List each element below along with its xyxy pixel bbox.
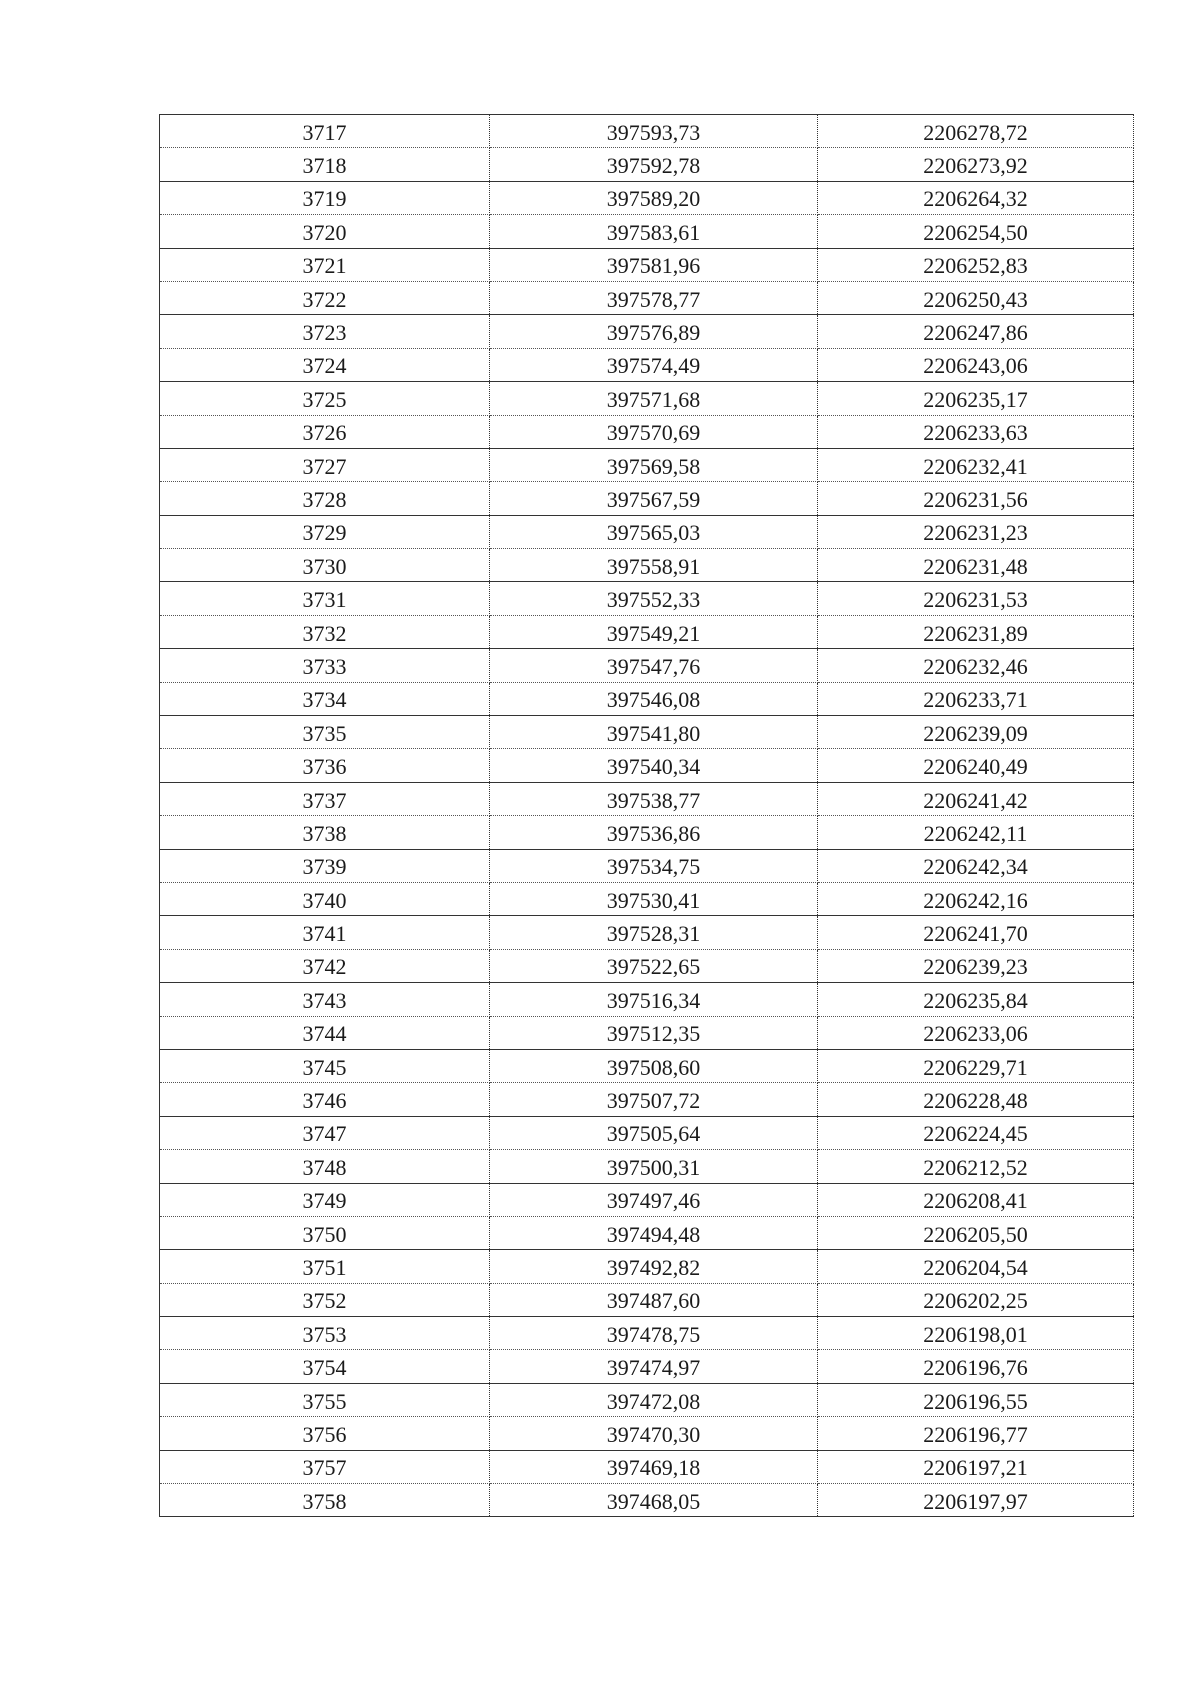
y-coordinate-cell: 2206252,83 (818, 248, 1134, 281)
y-coordinate-cell: 2206231,56 (818, 482, 1134, 515)
table-row (160, 1083, 1134, 1116)
table-row (160, 348, 1134, 381)
point-number-cell: 3736 (160, 749, 490, 782)
point-number-cell: 3728 (160, 482, 490, 515)
point-number-cell: 3743 (160, 983, 490, 1016)
x-coordinate-cell: 397592,78 (490, 148, 818, 181)
table-row (160, 281, 1134, 314)
table-row (160, 849, 1134, 882)
table-row (160, 1150, 1134, 1183)
x-coordinate-cell: 397583,61 (490, 215, 818, 248)
x-coordinate-cell: 397536,86 (490, 816, 818, 849)
x-coordinate-cell: 397469,18 (490, 1450, 818, 1483)
point-number-cell: 3731 (160, 582, 490, 615)
x-coordinate-cell: 397589,20 (490, 181, 818, 214)
x-coordinate-cell: 397505,64 (490, 1116, 818, 1149)
y-coordinate-cell: 2206231,89 (818, 615, 1134, 648)
y-coordinate-cell: 2206233,63 (818, 415, 1134, 448)
y-coordinate-cell: 2206232,46 (818, 649, 1134, 682)
x-coordinate-cell: 397565,03 (490, 515, 818, 548)
table-row (160, 716, 1134, 749)
x-coordinate-cell: 397576,89 (490, 315, 818, 348)
x-coordinate-cell: 397581,96 (490, 248, 818, 281)
table-row (160, 448, 1134, 481)
table-row (160, 816, 1134, 849)
point-number-cell: 3733 (160, 649, 490, 682)
point-number-cell: 3722 (160, 281, 490, 314)
x-coordinate-cell: 397541,80 (490, 716, 818, 749)
table-row (160, 916, 1134, 949)
table-row (160, 983, 1134, 1016)
x-coordinate-cell: 397474,97 (490, 1350, 818, 1383)
point-number-cell: 3747 (160, 1116, 490, 1149)
point-number-cell: 3750 (160, 1216, 490, 1249)
table-row (160, 949, 1134, 982)
point-number-cell: 3742 (160, 949, 490, 982)
point-number-cell: 3745 (160, 1049, 490, 1082)
table-row (160, 1450, 1134, 1483)
x-coordinate-cell: 397570,69 (490, 415, 818, 448)
table-row (160, 248, 1134, 281)
table-row (160, 1049, 1134, 1082)
x-coordinate-cell: 397470,30 (490, 1417, 818, 1450)
y-coordinate-cell: 2206235,17 (818, 382, 1134, 415)
point-number-cell: 3758 (160, 1484, 490, 1517)
y-coordinate-cell: 2206202,25 (818, 1283, 1134, 1316)
y-coordinate-cell: 2206242,11 (818, 816, 1134, 849)
point-number-cell: 3739 (160, 849, 490, 882)
x-coordinate-cell: 397497,46 (490, 1183, 818, 1216)
point-number-cell: 3740 (160, 882, 490, 915)
x-coordinate-cell: 397571,68 (490, 382, 818, 415)
y-coordinate-cell: 2206242,34 (818, 849, 1134, 882)
x-coordinate-cell: 397569,58 (490, 448, 818, 481)
y-coordinate-cell: 2206196,55 (818, 1383, 1134, 1416)
point-number-cell: 3751 (160, 1250, 490, 1283)
x-coordinate-cell: 397574,49 (490, 348, 818, 381)
point-number-cell: 3744 (160, 1016, 490, 1049)
table-row (160, 382, 1134, 415)
table-row (160, 782, 1134, 815)
x-coordinate-cell: 397528,31 (490, 916, 818, 949)
x-coordinate-cell: 397478,75 (490, 1317, 818, 1350)
x-coordinate-cell: 397512,35 (490, 1016, 818, 1049)
x-coordinate-cell: 397530,41 (490, 882, 818, 915)
y-coordinate-cell: 2206196,76 (818, 1350, 1134, 1383)
point-number-cell: 3746 (160, 1083, 490, 1116)
point-number-cell: 3718 (160, 148, 490, 181)
point-number-cell: 3741 (160, 916, 490, 949)
y-coordinate-cell: 2206254,50 (818, 215, 1134, 248)
x-coordinate-cell: 397578,77 (490, 281, 818, 314)
table-row (160, 682, 1134, 715)
y-coordinate-cell: 2206197,97 (818, 1484, 1134, 1517)
x-coordinate-cell: 397534,75 (490, 849, 818, 882)
y-coordinate-cell: 2206233,06 (818, 1016, 1134, 1049)
y-coordinate-cell: 2206208,41 (818, 1183, 1134, 1216)
y-coordinate-cell: 2206235,84 (818, 983, 1134, 1016)
point-number-cell: 3732 (160, 615, 490, 648)
y-coordinate-cell: 2206228,48 (818, 1083, 1134, 1116)
y-coordinate-cell: 2206273,92 (818, 148, 1134, 181)
point-number-cell: 3755 (160, 1383, 490, 1416)
x-coordinate-cell: 397492,82 (490, 1250, 818, 1283)
point-number-cell: 3717 (160, 115, 490, 148)
point-number-cell: 3753 (160, 1317, 490, 1350)
coordinates-table-body (160, 115, 1134, 1517)
point-number-cell: 3757 (160, 1450, 490, 1483)
y-coordinate-cell: 2206197,21 (818, 1450, 1134, 1483)
point-number-cell: 3752 (160, 1283, 490, 1316)
x-coordinate-cell: 397472,08 (490, 1383, 818, 1416)
coordinates-table (159, 114, 1134, 1517)
table-row (160, 882, 1134, 915)
point-number-cell: 3734 (160, 682, 490, 715)
table-row (160, 482, 1134, 515)
x-coordinate-cell: 397538,77 (490, 782, 818, 815)
y-coordinate-cell: 2206247,86 (818, 315, 1134, 348)
y-coordinate-cell: 2206250,43 (818, 281, 1134, 314)
y-coordinate-cell: 2206212,52 (818, 1150, 1134, 1183)
table-row (160, 315, 1134, 348)
x-coordinate-cell: 397549,21 (490, 615, 818, 648)
point-number-cell: 3735 (160, 716, 490, 749)
table-row (160, 749, 1134, 782)
y-coordinate-cell: 2206198,01 (818, 1317, 1134, 1350)
y-coordinate-cell: 2206278,72 (818, 115, 1134, 148)
point-number-cell: 3721 (160, 248, 490, 281)
x-coordinate-cell: 397468,05 (490, 1484, 818, 1517)
table-row (160, 1283, 1134, 1316)
y-coordinate-cell: 2206239,23 (818, 949, 1134, 982)
table-row (160, 1116, 1134, 1149)
point-number-cell: 3727 (160, 448, 490, 481)
x-coordinate-cell: 397593,73 (490, 115, 818, 148)
y-coordinate-cell: 2206231,23 (818, 515, 1134, 548)
y-coordinate-cell: 2206242,16 (818, 882, 1134, 915)
y-coordinate-cell: 2206239,09 (818, 716, 1134, 749)
y-coordinate-cell: 2206233,71 (818, 682, 1134, 715)
table-row (160, 1383, 1134, 1416)
table-row (160, 1250, 1134, 1283)
point-number-cell: 3756 (160, 1417, 490, 1450)
x-coordinate-cell: 397547,76 (490, 649, 818, 682)
point-number-cell: 3724 (160, 348, 490, 381)
table-row (160, 1484, 1134, 1517)
table-row (160, 1183, 1134, 1216)
table-row (160, 1216, 1134, 1249)
y-coordinate-cell: 2206231,48 (818, 549, 1134, 582)
y-coordinate-cell: 2206229,71 (818, 1049, 1134, 1082)
x-coordinate-cell: 397508,60 (490, 1049, 818, 1082)
point-number-cell: 3726 (160, 415, 490, 448)
point-number-cell: 3723 (160, 315, 490, 348)
table-row (160, 549, 1134, 582)
y-coordinate-cell: 2206205,50 (818, 1216, 1134, 1249)
x-coordinate-cell: 397522,65 (490, 949, 818, 982)
y-coordinate-cell: 2206231,53 (818, 582, 1134, 615)
x-coordinate-cell: 397540,34 (490, 749, 818, 782)
y-coordinate-cell: 2206224,45 (818, 1116, 1134, 1149)
table-row (160, 181, 1134, 214)
point-number-cell: 3749 (160, 1183, 490, 1216)
point-number-cell: 3737 (160, 782, 490, 815)
table-row (160, 649, 1134, 682)
x-coordinate-cell: 397546,08 (490, 682, 818, 715)
y-coordinate-cell: 2206241,42 (818, 782, 1134, 815)
y-coordinate-cell: 2206204,54 (818, 1250, 1134, 1283)
x-coordinate-cell: 397494,48 (490, 1216, 818, 1249)
table-row (160, 215, 1134, 248)
y-coordinate-cell: 2206196,77 (818, 1417, 1134, 1450)
table-row (160, 615, 1134, 648)
table-row (160, 148, 1134, 181)
table-row (160, 582, 1134, 615)
table-row (160, 1417, 1134, 1450)
x-coordinate-cell: 397507,72 (490, 1083, 818, 1116)
x-coordinate-cell: 397487,60 (490, 1283, 818, 1316)
table-row (160, 415, 1134, 448)
x-coordinate-cell: 397516,34 (490, 983, 818, 1016)
point-number-cell: 3730 (160, 549, 490, 582)
table-row (160, 1016, 1134, 1049)
table-row (160, 1317, 1134, 1350)
y-coordinate-cell: 2206232,41 (818, 448, 1134, 481)
x-coordinate-cell: 397500,31 (490, 1150, 818, 1183)
point-number-cell: 3719 (160, 181, 490, 214)
table-row (160, 1350, 1134, 1383)
y-coordinate-cell: 2206264,32 (818, 181, 1134, 214)
y-coordinate-cell: 2206240,49 (818, 749, 1134, 782)
point-number-cell: 3725 (160, 382, 490, 415)
y-coordinate-cell: 2206241,70 (818, 916, 1134, 949)
x-coordinate-cell: 397567,59 (490, 482, 818, 515)
table-row (160, 115, 1134, 148)
point-number-cell: 3738 (160, 816, 490, 849)
point-number-cell: 3754 (160, 1350, 490, 1383)
point-number-cell: 3748 (160, 1150, 490, 1183)
x-coordinate-cell: 397552,33 (490, 582, 818, 615)
point-number-cell: 3720 (160, 215, 490, 248)
x-coordinate-cell: 397558,91 (490, 549, 818, 582)
table-row (160, 515, 1134, 548)
y-coordinate-cell: 2206243,06 (818, 348, 1134, 381)
point-number-cell: 3729 (160, 515, 490, 548)
